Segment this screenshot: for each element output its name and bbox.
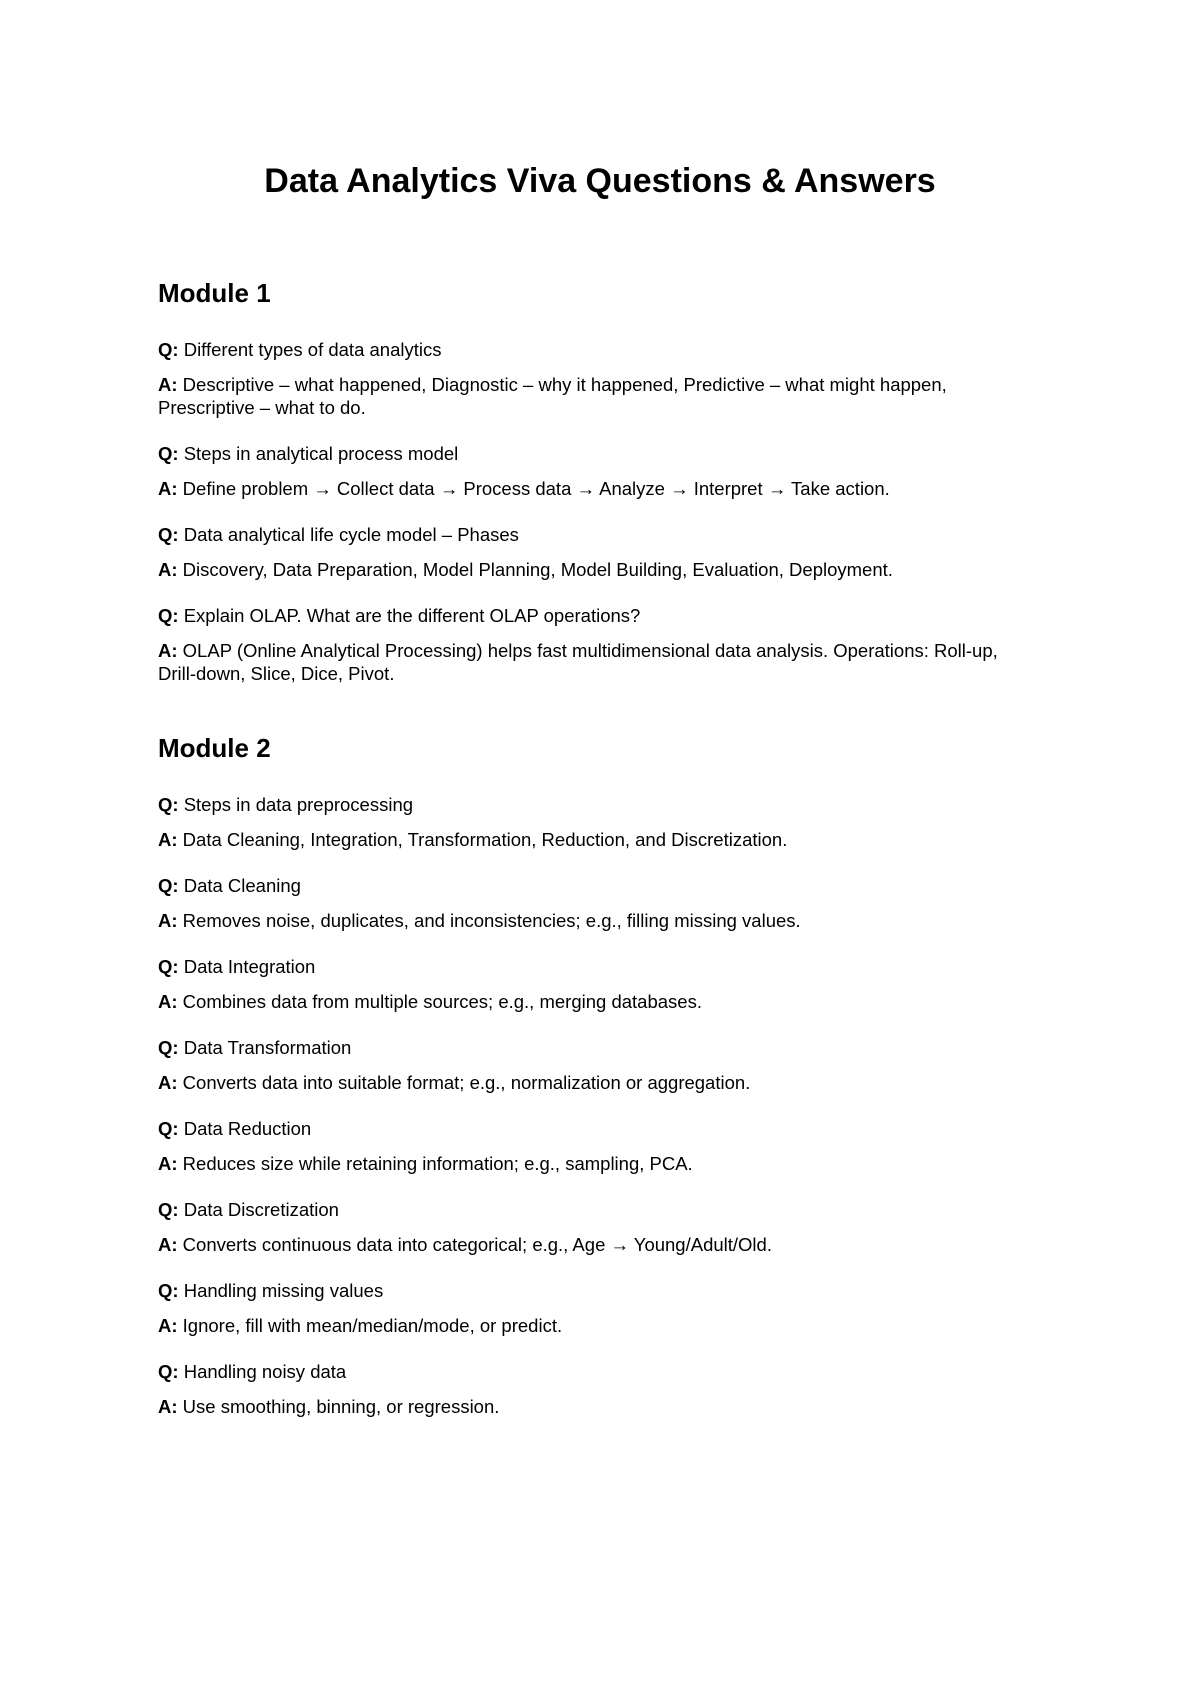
question-label: Q: [158, 794, 179, 815]
question-text: Steps in analytical process model [183, 443, 459, 464]
question-label: Q: [158, 1199, 179, 1220]
answer [158, 909, 1020, 932]
answer-text: Discovery, Data Preparation, Model Planning, Model Building, Evaluation, Deployment. [182, 559, 893, 580]
question-label: Q: [158, 605, 179, 626]
question-text: Data Reduction [183, 1118, 312, 1139]
question [158, 874, 1020, 897]
qa-item [158, 442, 1020, 500]
qa-list [158, 338, 1020, 685]
answer-label: A: [158, 910, 178, 931]
answer-label: A: [158, 640, 178, 661]
answer-text: Descriptive – what happened, Diagnostic – why it happened, Predictive – what might happen, Prescriptive – what to do. [158, 374, 947, 418]
question-text: Data Cleaning [183, 875, 301, 896]
qa-item [158, 955, 1020, 1013]
answer-text: Converts continuous data into categorical; e.g., Age → Young/Adult/Old. [182, 1234, 772, 1255]
answer-label: A: [158, 1153, 178, 1174]
qa-item [158, 874, 1020, 932]
qa-item [158, 1360, 1020, 1418]
answer [158, 1233, 1020, 1256]
question-label: Q: [158, 1037, 179, 1058]
module-title: Module 2 [158, 733, 271, 763]
answer-label: A: [158, 559, 178, 580]
module-section [158, 731, 1020, 1418]
qa-item [158, 338, 1020, 419]
question [158, 442, 1020, 465]
answer-text: OLAP (Online Analytical Processing) helps fast multidimensional data analysis. Operations: Roll-up, Drill-down, Slice, Dice, Pivot. [158, 640, 998, 684]
answer-label: A: [158, 374, 178, 395]
answer-text: Removes noise, duplicates, and inconsistencies; e.g., filling missing values. [182, 910, 801, 931]
answer-text: Reduces size while retaining information; e.g., sampling, PCA. [182, 1153, 693, 1174]
answer [158, 828, 1020, 851]
question [158, 338, 1020, 361]
module-title: Module 1 [158, 278, 271, 308]
answer-text: Use smoothing, binning, or regression. [182, 1396, 500, 1417]
qa-item [158, 1198, 1020, 1256]
answer [158, 1071, 1020, 1094]
question [158, 793, 1020, 816]
question-label: Q: [158, 339, 179, 360]
question [158, 1198, 1020, 1221]
modules-container [158, 276, 1020, 1418]
question [158, 1279, 1020, 1302]
question-text: Handling noisy data [183, 1361, 347, 1382]
answer [158, 558, 1020, 581]
question-text: Steps in data preprocessing [183, 794, 414, 815]
module-section [158, 276, 1020, 685]
qa-item [158, 604, 1020, 685]
question-label: Q: [158, 875, 179, 896]
qa-item [158, 523, 1020, 581]
answer-label: A: [158, 1234, 178, 1255]
qa-item [158, 1117, 1020, 1175]
question-text: Different types of data analytics [183, 339, 442, 360]
answer-label: A: [158, 1072, 178, 1093]
question-text: Data Discretization [183, 1199, 339, 1220]
answer [158, 477, 1020, 500]
answer-text: Combines data from multiple sources; e.g., merging databases. [182, 991, 702, 1012]
question-label: Q: [158, 1361, 179, 1382]
question-label: Q: [158, 956, 179, 977]
question-label: Q: [158, 1280, 179, 1301]
question-label: Q: [158, 524, 179, 545]
question-text: Data Transformation [183, 1037, 352, 1058]
question [158, 1117, 1020, 1140]
question-text: Data Integration [183, 956, 316, 977]
question-text: Handling missing values [183, 1280, 384, 1301]
answer-label: A: [158, 829, 178, 850]
answer [158, 990, 1020, 1013]
answer-label: A: [158, 478, 178, 499]
question [158, 604, 1020, 627]
qa-item [158, 1036, 1020, 1094]
question [158, 1360, 1020, 1383]
answer-text: Data Cleaning, Integration, Transformation, Reduction, and Discretization. [182, 829, 788, 850]
qa-item [158, 1279, 1020, 1337]
answer [158, 639, 1020, 685]
qa-item [158, 793, 1020, 851]
answer-label: A: [158, 991, 178, 1012]
answer [158, 1395, 1020, 1418]
answer [158, 1314, 1020, 1337]
document-title: Data Analytics Viva Questions & Answers [264, 162, 936, 200]
answer-text: Define problem → Collect data → Process data → Analyze → Interpret → Take action. [182, 478, 890, 499]
answer-text: Ignore, fill with mean/median/mode, or predict. [182, 1315, 563, 1336]
question [158, 523, 1020, 546]
question-label: Q: [158, 443, 179, 464]
question [158, 1036, 1020, 1059]
question [158, 955, 1020, 978]
question-text: Data analytical life cycle model – Phases [183, 524, 519, 545]
answer-label: A: [158, 1315, 178, 1336]
answer [158, 373, 1020, 419]
answer [158, 1152, 1020, 1175]
answer-label: A: [158, 1396, 178, 1417]
question-label: Q: [158, 1118, 179, 1139]
question-text: Explain OLAP. What are the different OLAP operations? [183, 605, 641, 626]
qa-list [158, 793, 1020, 1418]
answer-text: Converts data into suitable format; e.g., normalization or aggregation. [182, 1072, 751, 1093]
